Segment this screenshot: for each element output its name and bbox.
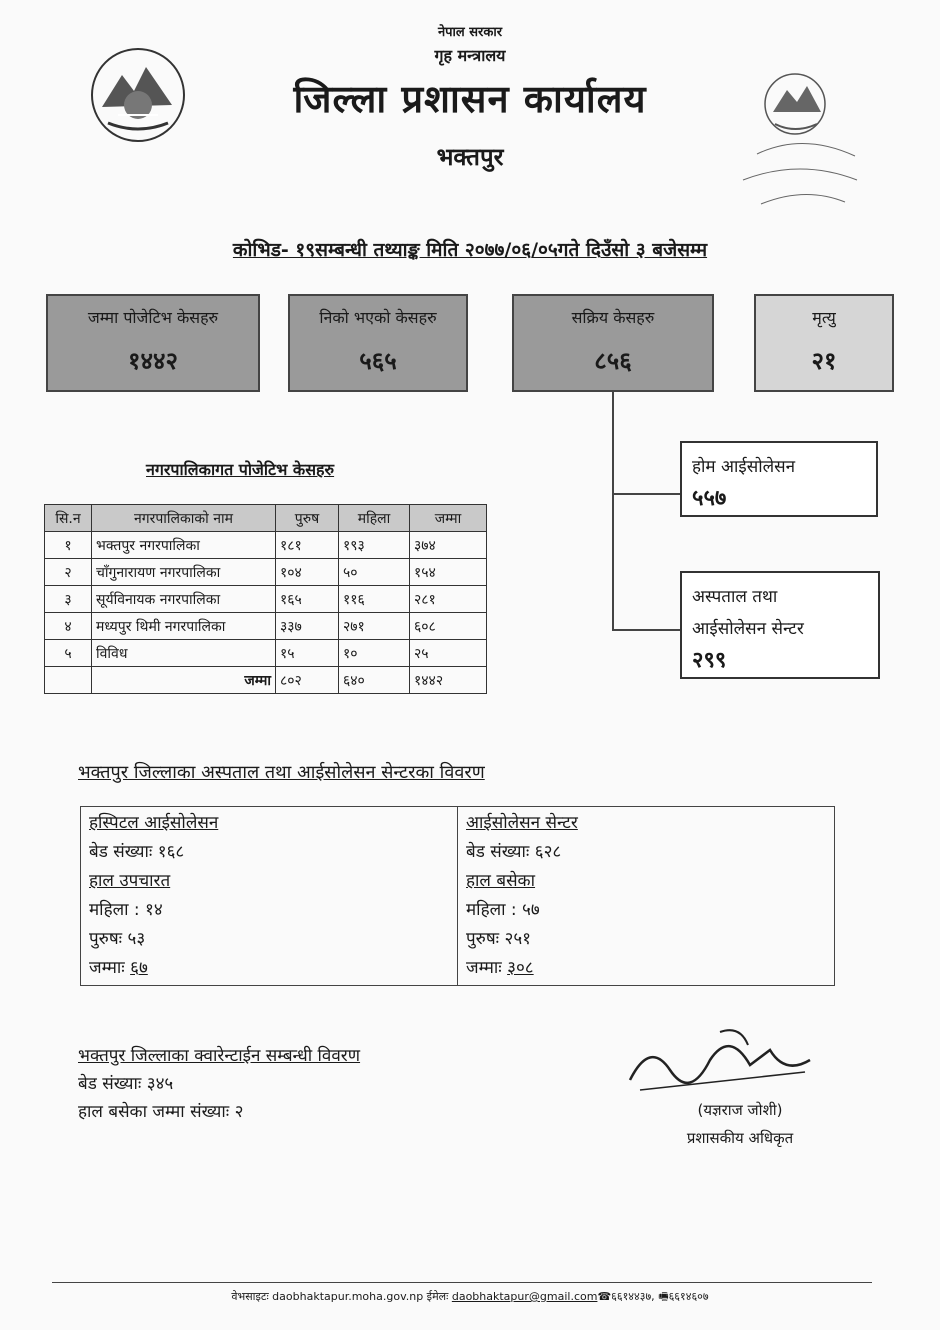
total-male: ८०२ [276,667,339,694]
cell-name: चाँगुनारायण नगरपालिका [92,559,276,586]
stat-label: होम आईसोलेसन [692,457,796,477]
table-row [45,532,487,559]
stat-label: आईसोलेसन सेन्टर [692,619,804,639]
ministry-name: गृह मन्त्रालय [434,46,506,65]
stat-deaths [754,294,894,392]
cell-total: २५ [410,640,487,667]
cell-female: १९३ [339,532,410,559]
quarantine-section [78,1042,360,1126]
total-female: ६४० [339,667,410,694]
isolation-center-cell [458,807,835,986]
cell-empty [45,667,92,694]
hospital-isolation-cell [81,807,458,986]
cell-total: ३७४ [410,532,487,559]
center-total-value: ३०८ [507,958,534,978]
stat-label: अस्पताल तथा [692,587,778,607]
hospital-section-title: भक्तपुर जिल्लाका अस्पताल तथा आईसोलेसन सेन्टरका विवरण [78,762,485,783]
table-row [81,807,835,986]
stat-recovered [288,294,468,392]
stat-value: २९९ [692,648,727,673]
cell-sn: ३ [45,586,92,613]
municipal-title: नगरपालिकागत पोजेटिभ केसहरु [146,460,335,479]
cell-sn: १ [45,532,92,559]
signature-icon [620,1020,820,1095]
quarantine-current: हाल बसेका जम्मा संख्याः २ [78,1102,244,1122]
stat-hospital-isolation [680,571,880,679]
email-link[interactable]: daobhaktapur@gmail.com [451,1290,598,1303]
cell-name: मध्यपुर थिमी नगरपालिका [92,613,276,640]
table-header-row [45,505,487,532]
cell-total: २८१ [410,586,487,613]
cell-sn: २ [45,559,92,586]
office-name: जिल्ला प्रशासन कार्यालय [293,77,647,121]
signatory-designation: प्रशासकीय अधिकृत [686,1129,794,1147]
hospital-total [89,954,449,983]
hospital-total-value: ६७ [130,958,148,978]
center-male: पुरुषः २५१ [466,929,532,949]
hospital-beds: बेड संख्याः १६८ [89,842,185,862]
cell-sn: ४ [45,613,92,640]
signatory-name: (यज्ञराज जोशी) [697,1101,783,1119]
website-link[interactable]: daobhaktapur.moha.gov.np [272,1290,424,1303]
hospital-table [80,806,835,986]
column-header: नगरपालिकाको नाम [92,505,276,532]
stat-value: १४४२ [128,347,178,375]
footer-divider [52,1282,872,1283]
connector-line [612,392,614,630]
stat-total-positive [46,294,260,392]
district-name: भक्तपुर [436,143,504,171]
cell-female: ११६ [339,586,410,613]
quarantine-title: भक्तपुर जिल्लाका क्वारेन्टाईन सम्बन्धी विवरण [78,1046,361,1066]
cell-female: २७१ [339,613,410,640]
cell-female: १० [339,640,410,667]
stat-value: ८५६ [594,347,632,375]
stat-label: निको भएको केसहरु [319,308,437,327]
total-label: जम्मा [92,667,276,694]
phone-number: ☎६६१४४३७, [597,1290,659,1303]
center-total-label: जम्माः [466,958,508,978]
stat-label: मृत्यु [812,308,836,327]
stat-value: ५५७ [692,486,727,511]
website-label: वेभसाइटः [231,1290,273,1303]
center-current: हाल बसेका [466,871,536,891]
report-title: कोभिड- १९सम्बन्धी तथ्याङ्क मिति २०७७/०६/०५गते दिउँसो ३ बजेसम्म [232,239,708,261]
center-beds: बेड संख्याः ६२८ [466,842,562,862]
stat-home-isolation [680,441,878,517]
municipal-table [44,504,487,694]
hospital-total-label: जम्माः [89,958,131,978]
hospital-heading: हस्पिटल आईसोलेसन [89,813,219,833]
column-header: जम्मा [410,505,487,532]
hospital-male: पुरुषः ५३ [89,929,146,949]
table-row [45,586,487,613]
cell-female: ५० [339,559,410,586]
stat-active [512,294,714,392]
table-row [45,613,487,640]
stat-value: २१ [811,347,837,375]
column-header: पुरुष [276,505,339,532]
stat-label: जम्मा पोजेटिभ केसहरु [87,308,219,327]
stat-value: ५६५ [359,347,397,375]
table-row [45,559,487,586]
cell-male: १५ [276,640,339,667]
government-name: नेपाल सरकार [437,25,503,40]
cell-male: १०४ [276,559,339,586]
cell-male: १८१ [276,532,339,559]
hospital-female: महिला : १४ [89,900,163,920]
office-stamp [725,62,865,212]
cell-male: ३३७ [276,613,339,640]
fax-number: 🖷६६१४६०७ [658,1290,709,1303]
hospital-current: हाल उपचारत [89,871,171,891]
connector-line [612,629,680,631]
connector-line [612,493,680,495]
cell-name: सूर्यविनायक नगरपालिका [92,586,276,613]
cell-total: ६०८ [410,613,487,640]
table-row [45,640,487,667]
column-header: महिला [339,505,410,532]
email-label: ईमेलः [423,1290,452,1303]
center-total [466,954,826,983]
cell-sn: ५ [45,640,92,667]
center-heading: आईसोलेसन सेन्टर [466,813,578,833]
table-total-row [45,667,487,694]
center-female: महिला : ५७ [466,900,540,920]
nepal-emblem-icon [88,45,188,145]
footer-contact [0,1288,940,1307]
cell-name: भक्तपुर नगरपालिका [92,532,276,559]
total-sum: १४४२ [410,667,487,694]
quarantine-beds: बेड संख्याः ३४५ [78,1074,174,1094]
cell-male: १६५ [276,586,339,613]
cell-name: विविध [92,640,276,667]
cell-total: १५४ [410,559,487,586]
stat-label: सक्रिय केसहरु [571,308,655,327]
column-header: सि.न [45,505,92,532]
